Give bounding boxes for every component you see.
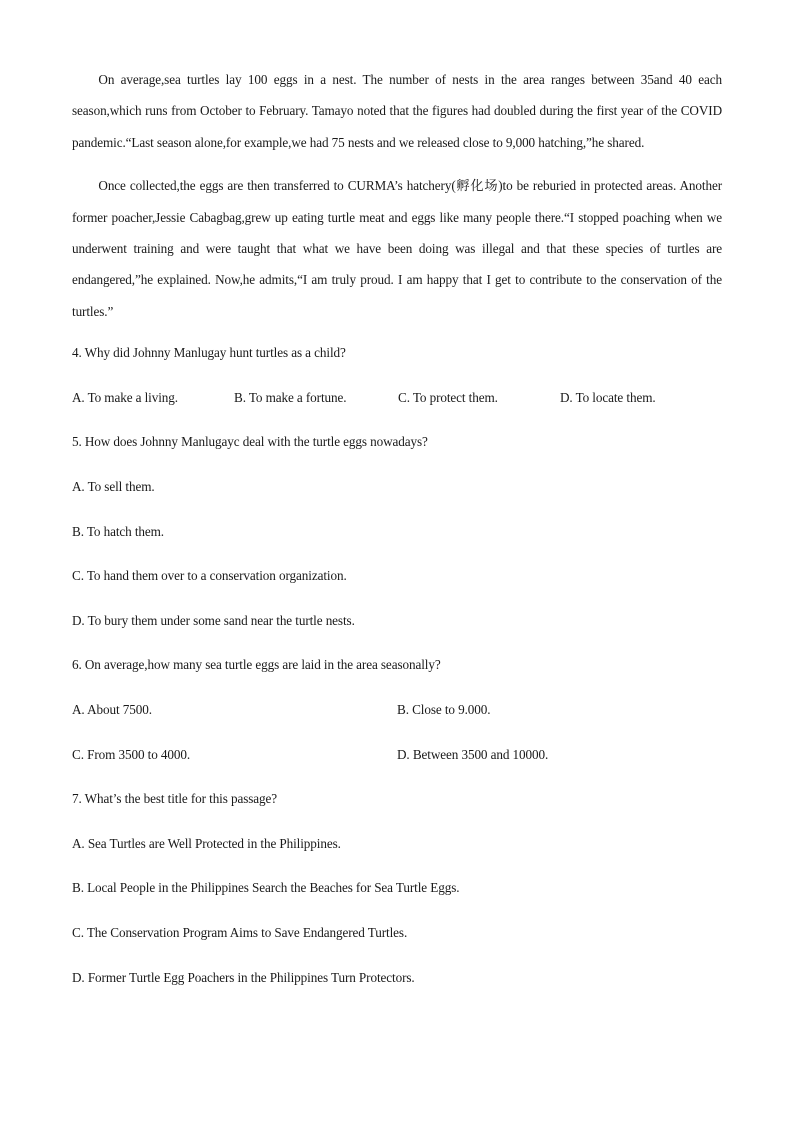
question-5-option-c: C. To hand them over to a conservation organization. xyxy=(72,568,347,584)
passage-paragraph-2: Once collected,the eggs are then transferred to CURMA’s hatchery(孵化场)to be reburied in protected areas. Another former poacher,Jessie Cabagbag,grew up eating turtle meat and eggs like many people there.“I stopped poaching when we underwent training and were taught that what we have been doing was illegal and that these species of turtles are endangered,”he explained. Now,he admits,“I am truly proud. I am happy that I get to contribute to the conservation of the turtles.” xyxy=(72,178,722,319)
question-6 xyxy=(72,643,722,777)
question-4-option-d: D. To locate them. xyxy=(560,389,656,405)
question-6-options-row-2 xyxy=(72,733,722,778)
question-6-option-b: B. Close to 9.000. xyxy=(397,702,491,717)
question-5-stem: 5. How does Johnny Manlugayc deal with the turtle eggs nowadays? xyxy=(72,434,428,450)
question-4-option-a: A. To make a living. xyxy=(72,389,178,405)
question-6-option-c: C. From 3500 to 4000. xyxy=(72,746,191,762)
question-5 xyxy=(72,420,722,643)
question-7 xyxy=(72,777,722,1000)
question-7-option-c: C. The Conservation Program Aims to Save Endangered Turtles. xyxy=(72,924,408,940)
question-6-option-d: D. Between 3500 and 10000. xyxy=(397,746,549,762)
question-7-option-a: A. Sea Turtles are Well Protected in the Philippines. xyxy=(72,835,341,851)
question-5-option-d: D. To bury them under some sand near the turtle nests. xyxy=(72,612,355,628)
question-4-option-c: C. To protect them. xyxy=(398,389,498,405)
question-7-option-b: B. Local People in the Philippines Search the Beaches for Sea Turtle Eggs. xyxy=(72,880,460,896)
question-6-stem: 6. On average,how many sea turtle eggs are laid in the area seasonally? xyxy=(72,657,441,673)
question-7-option-d: D. Former Turtle Egg Poachers in the Philippines Turn Protectors. xyxy=(72,969,415,985)
question-6-option-a: A. About 7500. xyxy=(72,702,152,717)
question-4 xyxy=(72,331,722,420)
question-4-option-b: B. To make a fortune. xyxy=(234,389,347,405)
question-5-option-b: B. To hatch them. xyxy=(72,523,164,539)
question-4-stem: 4. Why did Johnny Manlugay hunt turtles as a child? xyxy=(72,345,346,361)
question-4-options xyxy=(72,376,722,421)
question-5-option-a: A. To sell them. xyxy=(72,479,155,495)
passage-paragraph-1: On average,sea turtles lay 100 eggs in a nest. The number of nests in the area ranges between 35and 40 each season,which runs from October to February. Tamayo noted that the figures had doubled during the first year of the COVID pandemic.“Last season alone,for example,we had 75 nests and we released close to 9,000 hatching,”he shared. xyxy=(72,72,722,150)
question-7-stem: 7. What’s the best title for this passage? xyxy=(72,791,278,807)
question-6-options-row-1 xyxy=(72,688,722,733)
